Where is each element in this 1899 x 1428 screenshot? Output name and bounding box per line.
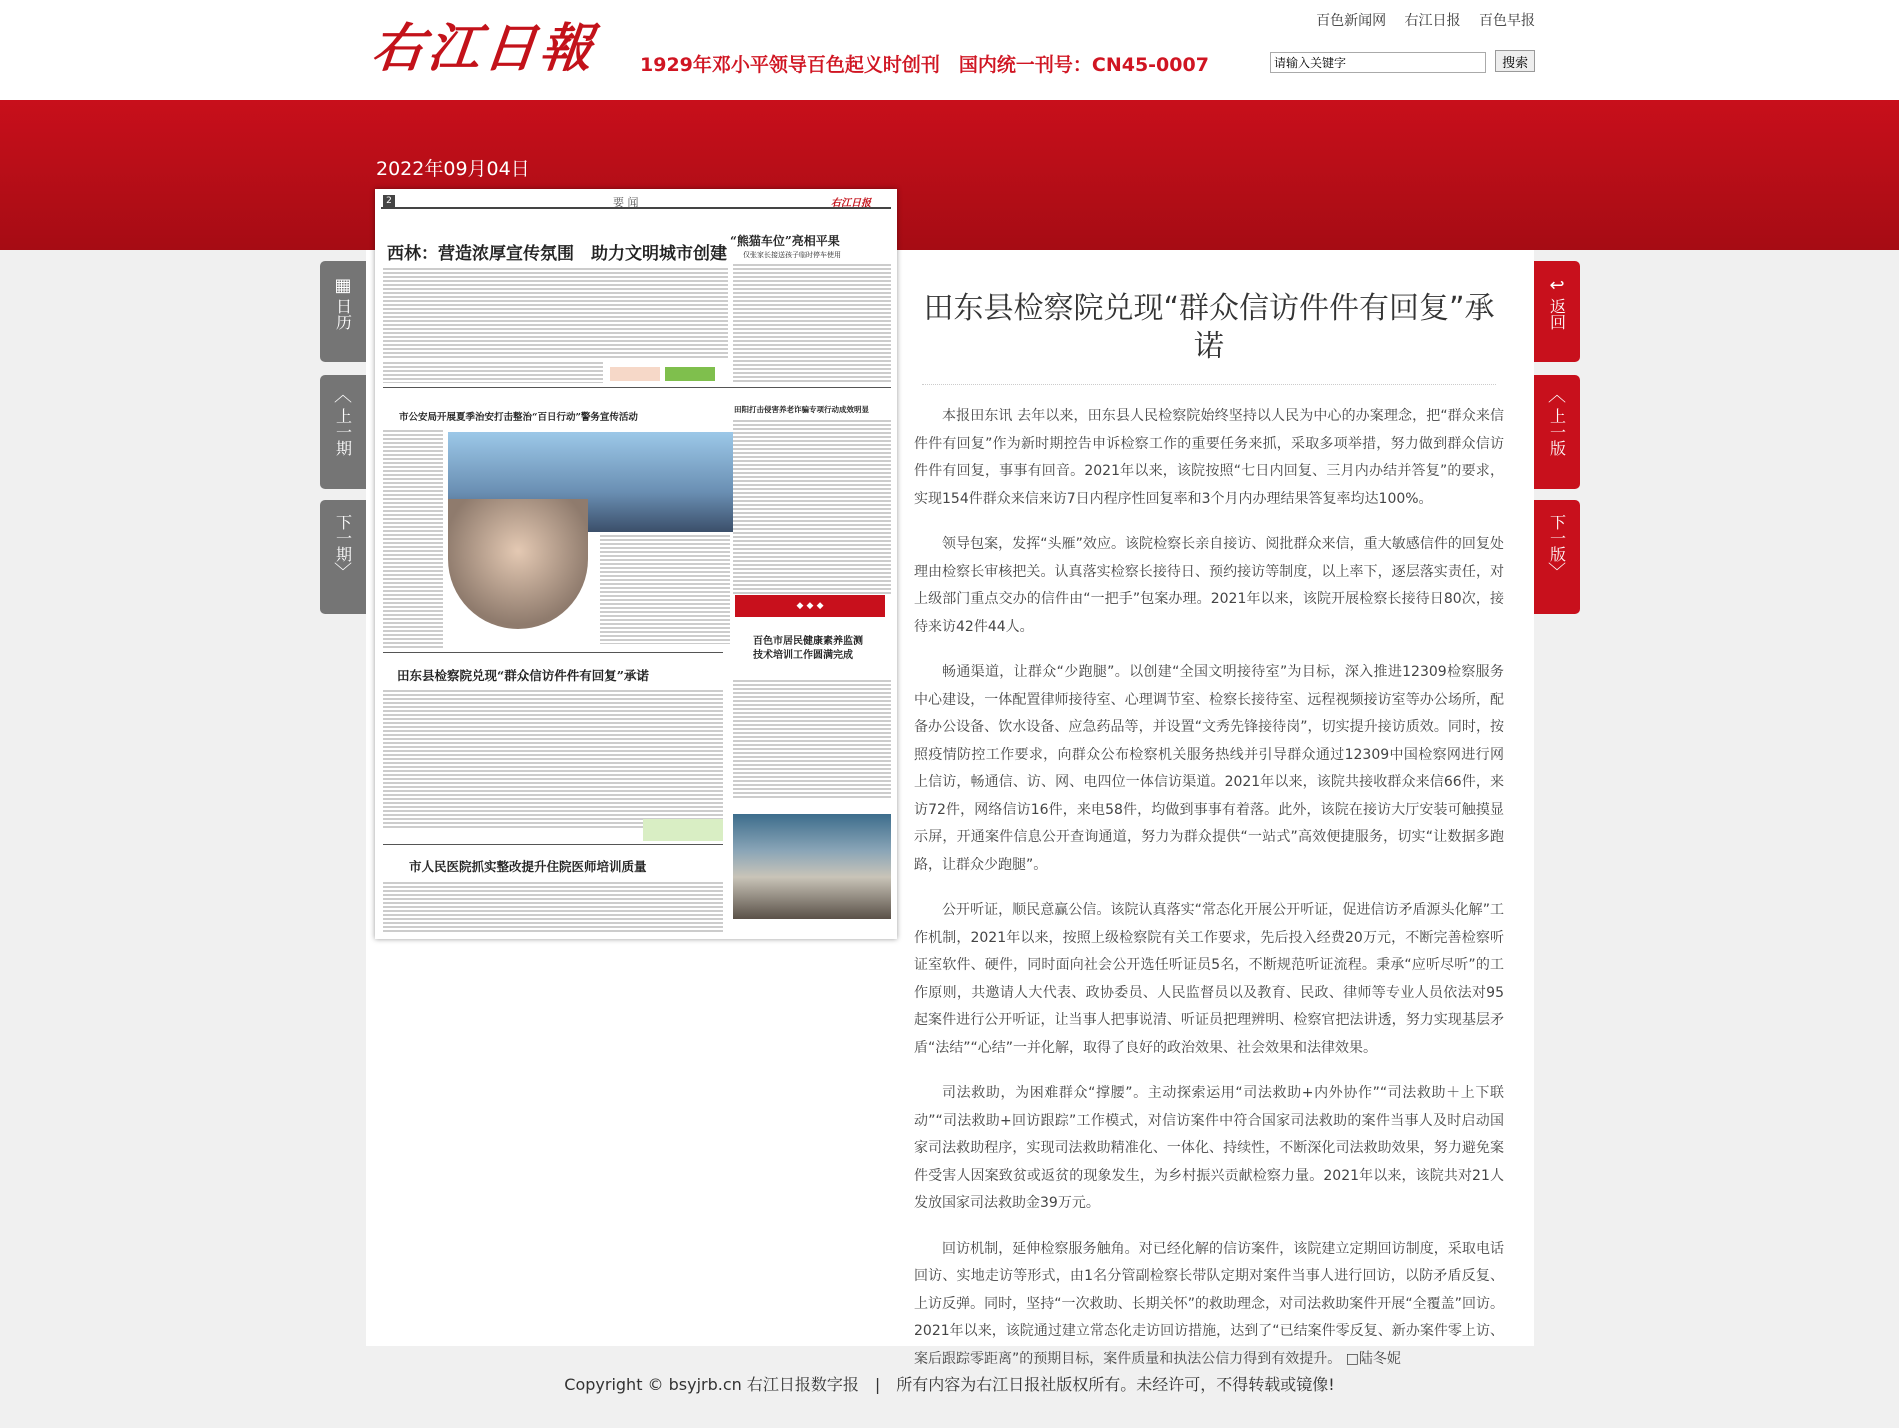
- prev-page-label: 上一版: [1547, 408, 1567, 456]
- headline-top[interactable]: 西林：营造浓厚宣传氛围 助力文明城市创建: [387, 244, 727, 264]
- back-label: 返回: [1547, 298, 1567, 330]
- article-text-block: [733, 679, 891, 799]
- calendar-label: 日历: [333, 298, 353, 330]
- article-paragraph: 畅通渠道，让群众“少跑腿”。以创建“全国文明接待室”为目标，深入推进12309检察服务中心建设，一体配置律师接待室、心理调节室、检察长接待室、远程视频接访室等办公场所，配备办公设备、饮水设备、应急药品等，并设置“文秀先锋接待岗”，切实提升接访质效。同时，按照疫情防控工作要求，向群众公布检察机关服务热线并引导群众通过12309中国检察网进行网上信访，畅通信、访、网、电四位一体信访渠道。2021年以来，该院共接收群众来信66件，来访72件，网络信访16件，来电58件，均做到事事有着落。此外，该院在接访大厅安装可触摸显示屏，开通案件信息公开查询通道，努力为群众提供“一站式”高效便捷服务，切实“让数据多跑路，让群众少跑腿”。: [914, 664, 1504, 873]
- child-photo[interactable]: [448, 499, 588, 629]
- article-text-block: [383, 881, 723, 933]
- article-text-block: [733, 263, 891, 383]
- article-paragraph: 回访机制，延伸检察服务触角。对已经化解的信访案件，该院建立定期回访制度，采取电话回访、实地走访等形式，由1名分管副检察长带队定期对案件当事人进行回访，以防矛盾反复、上访反弹。同时，坚持“一次救助、长期关怀”的救助理念，对司法救助案件开展“全覆盖”回访。2021年以来，该院通过建立常态化走访回访措施，达到了“已结案件零反复、新办案件零上访、案后跟踪零距离”的预期目标，案件质量和执法公信力得到有效提升。 □陆冬妮: [914, 1240, 1504, 1367]
- next-page-button[interactable]: [1534, 500, 1580, 614]
- article-text-block: [383, 361, 603, 383]
- article-paragraph: 公开听证，顺民意赢公信。该院认真落实“常态化开展公开听证，促进信访矛盾源头化解”工作机制，2021年以来，按照上级检察院有关工作要求，先后投入经费20万元，不断完善检察听证室软件、硬件，同时面向社会公开选任听证员5名，不断规范听证流程。秉承“应听尽听”的工作原则，共邀请人大代表、政协委员、人民监督员以及教育、民政、律师等专业人员依法对95起案件进行公开听证，让当事人把事说清、听证员把理辨明、检察官把法讲透，努力实现基层矛盾“法结”“心结”一并化解，取得了良好的政治效果、社会效果和法律效果。: [914, 902, 1504, 1056]
- headline-right-top[interactable]: “熊猫车位”亮相平果: [730, 234, 840, 248]
- headline-police[interactable]: 市公安局开展夏季治安打击整治“百日行动”警务宣传活动: [399, 412, 638, 423]
- headline-right-low-text: 百色市居民健康素养监测技术培训工作圆满完成: [753, 636, 863, 661]
- headline-right-top-sub: 仅张家长接送孩子临时停车使用: [743, 251, 841, 259]
- divider: [383, 844, 723, 845]
- prev-issue-label: 上一期: [333, 408, 353, 456]
- article-text-block: [600, 534, 730, 644]
- article-text-block: [733, 419, 891, 594]
- special-action-banner: ◆ ◆ ◆: [735, 595, 885, 617]
- banner-graphic: [610, 367, 660, 381]
- link-baise-news[interactable]: 百色新闻网: [1316, 13, 1387, 29]
- next-issue-label: 下一期: [333, 514, 353, 562]
- article-paragraph: 本报田东讯 去年以来，田东县人民检察院始终坚持以人民为中心的办案理念，把“群众来信件件有回复”作为新时期控告申诉检察工作的重要任务来抓，采取多项举措，努力做到群众信访件件有回复，事事有回音。2021年以来，该院按照“七日内回复、三月内办结并答复”的要求，实现154件群众来信来访7日内程序性回复率和3个月内办理结果答复率均达100%。: [914, 408, 1504, 507]
- return-icon: ↩: [1549, 275, 1565, 296]
- headline-right-mid[interactable]: 田阳打击侵害养老诈骗专项行动成效明显: [734, 405, 869, 414]
- link-baise-morning[interactable]: 百色早报: [1479, 13, 1535, 29]
- search-button[interactable]: 搜索: [1495, 50, 1535, 72]
- search-bar: [1270, 50, 1535, 73]
- site-logo[interactable]: 右江日報: [368, 18, 600, 79]
- article-paragraph: 领导包案，发挥“头雁”效应。该院检察长亲自接访、阅批群众来信，重大敏感信件的回复处理由检察长审核把关。认真落实检察长接待日、预约接访等制度，以上率下，逐层落实责任，对上级部门重点交办的信件由“一把手”包案办理。2021年以来，该院开展检察长接待日80次，接待来访42件44人。: [914, 536, 1504, 635]
- banner-graphic: [665, 367, 715, 381]
- page-section: 要 闻: [613, 196, 639, 209]
- calendar-icon: ▦: [334, 275, 352, 296]
- top-header: [0, 0, 1899, 100]
- page-paper-name: 右江日报: [831, 198, 871, 209]
- search-input[interactable]: [1270, 52, 1486, 73]
- prev-issue-button[interactable]: [320, 375, 366, 489]
- header-slogan: 1929年邓小平领导百色起义时创刊 国内统一刊号：CN45-0007: [640, 54, 1209, 76]
- chevron-up-icon: ︿: [334, 385, 352, 406]
- newspaper-page-thumbnail[interactable]: [375, 189, 897, 939]
- chevron-up-icon: ︿: [1548, 385, 1566, 406]
- training-photo[interactable]: [733, 814, 891, 919]
- article: [914, 290, 1504, 1391]
- article-paragraph: 司法救助，为困难群众“撑腰”。主动探索运用“司法救助+内外协作”“司法救助＋上下联动”“司法救助+回访跟踪”工作模式，对信访案件中符合国家司法救助的案件当事人及时启动国家司法救助程序，实现司法救助精准化、一体化、持续性，不断深化司法救助效果，努力避免案件受害人因案致贫或返贫的现象发生，为乡村振兴贡献检察力量。2021年以来，该院共对21人发放国家司法救助金39万元。: [914, 1085, 1504, 1211]
- footer-copyright: Copyright © bsyjrb.cn 右江日报数字报 | 所有内容为右江日报社版权所有。未经许可，不得转载或镜像!: [564, 1375, 1335, 1394]
- article-text-block: [383, 689, 723, 829]
- chevron-down-icon: ﹀: [334, 562, 352, 583]
- issue-date: 2022年09月04日: [376, 158, 530, 180]
- headline-main[interactable]: 田东县检察院兑现“群众信访件件有回复”承诺: [397, 668, 649, 683]
- back-button[interactable]: [1534, 261, 1580, 362]
- prev-page-button[interactable]: [1534, 375, 1580, 489]
- banner-graphic: [643, 819, 723, 841]
- red-banner: [0, 100, 1899, 250]
- link-youjiang-daily[interactable]: 右江日报: [1404, 13, 1461, 29]
- divider: [383, 652, 723, 653]
- chevron-down-icon: ﹀: [1548, 562, 1566, 583]
- article-text-block: [383, 429, 443, 649]
- page-number: 2: [383, 195, 395, 207]
- article-title: 田东县检察院兑现“群众信访件件有回复”承诺: [922, 290, 1496, 385]
- article-body: [914, 403, 1504, 1373]
- next-page-label: 下一版: [1547, 514, 1567, 562]
- divider: [383, 387, 891, 388]
- article-text-block: [383, 267, 728, 359]
- headline-right-low[interactable]: [753, 635, 863, 663]
- top-links: [1302, 10, 1535, 30]
- calendar-button[interactable]: [320, 261, 366, 362]
- headline-bottom[interactable]: 市人民医院抓实整改提升住院医师培训质量: [409, 859, 647, 874]
- page-header: [381, 195, 891, 209]
- next-issue-button[interactable]: [320, 500, 366, 614]
